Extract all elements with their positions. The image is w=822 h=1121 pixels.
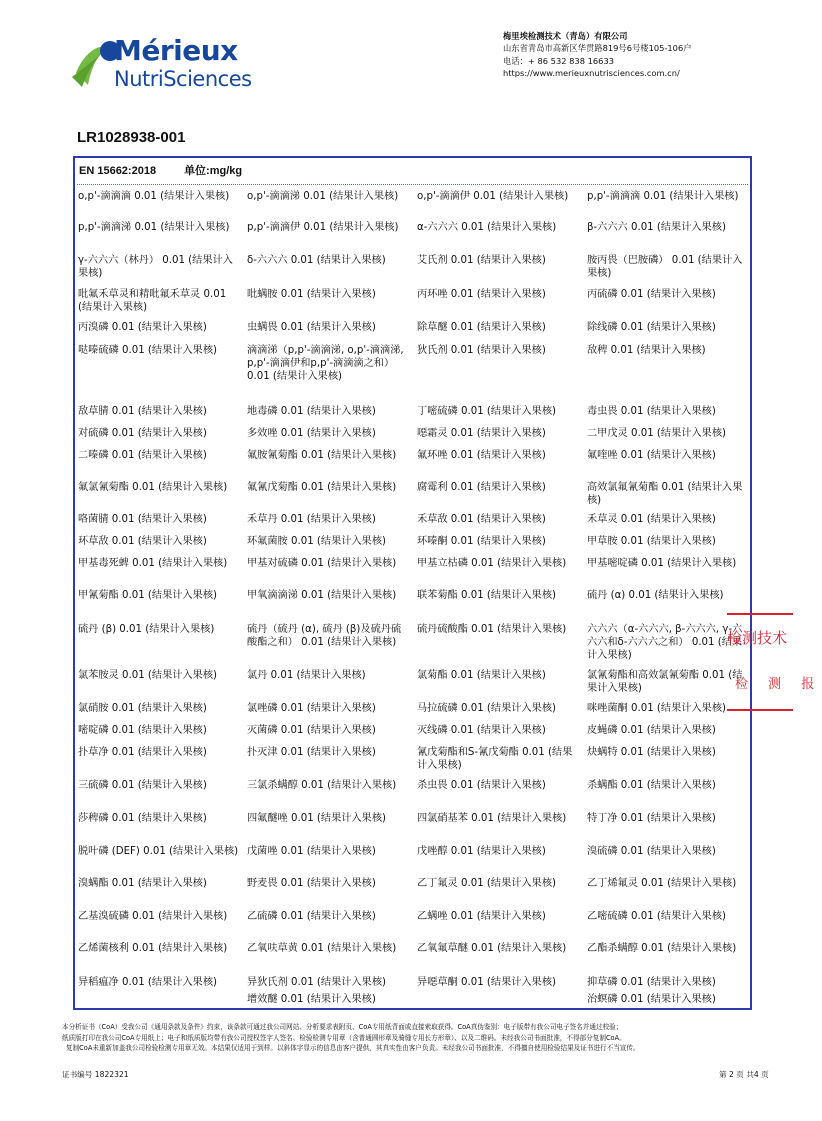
result-cell: 咪唑菌酮 0.01 (结果计入果核) [587,703,726,714]
result-cell: 增效醚 0.01 (结果计入果核) [247,994,376,1005]
result-cell: o,p'-滴滴滴 0.01 (结果计入果核) [78,191,230,202]
result-cell: 异噁草酮 0.01 (结果计入果核) [417,977,556,988]
result-cell: 灭菌磷 0.01 (结果计入果核) [247,725,376,736]
result-cell: 敌草腈 0.01 (结果计入果核) [78,406,207,417]
result-cell: 戊唑醇 0.01 (结果计入果核) [417,846,546,857]
result-cell: 扑草净 0.01 (结果计入果核) [78,747,207,758]
result-cell: α-六六六 0.01 (结果计入果核) [417,222,557,233]
result-cell: 联苯菊酯 0.01 (结果计入果核) [417,590,556,601]
certificate-number: 证书编号 1822321 [62,1070,129,1079]
result-cell: 滴滴涕（p,p'-滴滴涕, o,p'-滴滴涕, p,p'-滴滴伊和p,p'-滴滴滴之和） 0.01 (结果计入果核) [247,345,404,382]
result-cell: 二甲戊灵 0.01 (结果计入果核) [587,428,726,439]
unit-label: 单位:mg/kg [184,165,243,177]
report-id: LR1028938-001 [77,129,186,146]
result-cell: 嘧啶磷 0.01 (结果计入果核) [78,725,207,736]
result-cell: 氯丹 0.01 (结果计入果核) [247,670,366,681]
result-cell: 氯氰菊酯和高效氯氰菊酯 0.01 (结果计入果核) [587,670,743,694]
result-cell: 六六六（α-六六六, β-六六六, γ-六六六和δ-六六六之和） 0.01 (结果计入果核) [587,624,743,661]
result-cell: 除草醚 0.01 (结果计入果核) [417,322,546,333]
result-cell: 丙溴磷 0.01 (结果计入果核) [78,322,207,333]
result-cell: 环草敌 0.01 (结果计入果核) [78,536,207,547]
result-cell: 灭线磷 0.01 (结果计入果核) [417,725,546,736]
result-cell: 特丁净 0.01 (结果计入果核) [587,813,716,824]
footer-disclaimer [62,1022,762,1054]
method-standard: EN 15662:2018 [79,165,157,177]
result-cell: p,p'-滴滴伊 0.01 (结果计入果核) [247,222,399,233]
result-cell: 皮蝇磷 0.01 (结果计入果核) [587,725,716,736]
result-cell: 乙酯杀螨醇 0.01 (结果计入果核) [587,943,737,954]
result-cell: p,p'-滴滴涕 0.01 (结果计入果核) [78,222,230,233]
result-cell: 吡螨胺 0.01 (结果计入果核) [247,289,376,300]
result-cell: 除线磷 0.01 (结果计入果核) [587,322,716,333]
result-cell: 乙丁烯氟灵 0.01 (结果计入果核) [587,878,737,889]
result-cell: 乙硫磷 0.01 (结果计入果核) [247,911,376,922]
result-cell: 氟氯氰菊酯 0.01 (结果计入果核) [78,482,228,493]
result-cell: 氰戊菊酯和S-氰戊菊酯 0.01 (结果计入果核) [417,747,573,771]
result-cell: 氯菊酯 0.01 (结果计入果核) [417,670,546,681]
result-cell: 溴螨酯 0.01 (结果计入果核) [78,878,207,889]
logo-wordmark-line2: NutriSciences [114,67,252,91]
result-cell: 氟环唑 0.01 (结果计入果核) [417,450,546,461]
result-cell: β-六六六 0.01 (结果计入果核) [587,222,726,233]
result-cell: 扑灭津 0.01 (结果计入果核) [247,747,376,758]
result-cell: 甲基嘧啶磷 0.01 (结果计入果核) [587,558,737,569]
result-cell: 甲基毒死蜱 0.01 (结果计入果核) [78,558,228,569]
result-cell: 氟胺氰菊酯 0.01 (结果计入果核) [247,450,397,461]
result-cell: 溴硫磷 0.01 (结果计入果核) [587,846,716,857]
result-cell: 禾草灵 0.01 (结果计入果核) [587,514,716,525]
result-cell: 地毒磷 0.01 (结果计入果核) [247,406,376,417]
result-cell: 治螟磷 0.01 (结果计入果核) [587,994,716,1005]
result-cell: 脱叶磷 (DEF) 0.01 (结果计入果核) [78,846,239,857]
result-cell: o,p'-滴滴伊 0.01 (结果计入果核) [417,191,569,202]
result-cell: δ-六六六 0.01 (结果计入果核) [247,255,386,266]
result-cell: 丙环唑 0.01 (结果计入果核) [417,289,546,300]
result-cell: 胺丙畏（巴胺磷） 0.01 (结果计入果核) [587,255,743,279]
method-header [79,162,242,178]
result-cell: 杀螨酯 0.01 (结果计入果核) [587,780,716,791]
result-cell: 虫螨畏 0.01 (结果计入果核) [247,322,376,333]
result-cell: 吡氟禾草灵和精吡氟禾草灵 0.01 (结果计入果核) [78,289,227,313]
result-cell: 甲基立枯磷 0.01 (结果计入果核) [417,558,567,569]
result-cell: 艾氏剂 0.01 (结果计入果核) [417,255,546,266]
result-cell: 异稻瘟净 0.01 (结果计入果核) [78,977,217,988]
result-cell: p,p'-滴滴滴 0.01 (结果计入果核) [587,191,739,202]
result-cell: 乙嘧硫磷 0.01 (结果计入果核) [587,911,726,922]
result-cell: 丙硫磷 0.01 (结果计入果核) [587,289,716,300]
result-cell: 氟氰戊菊酯 0.01 (结果计入果核) [247,482,397,493]
result-cell: 野麦畏 0.01 (结果计入果核) [247,878,376,889]
result-cell: 环嗪酮 0.01 (结果计入果核) [417,536,546,547]
company-info [503,30,788,79]
page-number: 第 2 页 共4 页 [719,1070,769,1079]
result-cell: 二嗪磷 0.01 (结果计入果核) [78,450,207,461]
result-cell: 乙氧氟草醚 0.01 (结果计入果核) [417,943,567,954]
result-cell: 硫丹（硫丹 (α), 硫丹 (β)及硫丹硫酸酯之和） 0.01 (结果计入果核) [247,624,402,648]
stamp-text-lower: 检 测 报 [735,677,822,692]
result-cell: 抑草磷 0.01 (结果计入果核) [587,977,716,988]
stamp-text-upper: 检测技术 [727,629,788,647]
result-cell: 乙烯菌核利 0.01 (结果计入果核) [78,943,228,954]
result-cell: 狄氏剂 0.01 (结果计入果核) [417,345,546,356]
result-cell: 戊菌唑 0.01 (结果计入果核) [247,846,376,857]
dotted-divider [77,184,748,185]
result-cell: 炔螨特 0.01 (结果计入果核) [587,747,716,758]
result-cell: 四氯硝基苯 0.01 (结果计入果核) [417,813,567,824]
result-cell: 咯菌腈 0.01 (结果计入果核) [78,514,207,525]
results-table [73,156,752,1010]
seal-stamp [727,613,822,711]
footer-line: 本分析证书（CoA）受我公司《通用条款及条件》约束，该条款可通过我公司网站、分析要求表附页、CoA专用纸背面或直接索取获得。CoA真伪鉴别：电子版带有我公司电子签名并通过校验； [62,1023,623,1031]
result-cell: 多效唑 0.01 (结果计入果核) [247,428,376,439]
result-cell: 毒虫畏 0.01 (结果计入果核) [587,406,716,417]
result-cell: 高效氯氟氰菊酯 0.01 (结果计入果核) [587,482,743,506]
footer-line: 复制CoA未重新加盖我公司检验检测专用章无效。本结果仅适用于到样。以斜体字显示的信息由客户提供，其真实性由客户负责。未经我公司书面批准，不得擅自使用检验结果及证书进行不当宣传。 [66,1044,640,1053]
result-cell: 乙氧呋草黄 0.01 (结果计入果核) [247,943,397,954]
result-cell: 哒嗪硫磷 0.01 (结果计入果核) [78,345,217,356]
result-cell: 氟喹唑 0.01 (结果计入果核) [587,450,716,461]
result-cell: 氯硝胺 0.01 (结果计入果核) [78,703,207,714]
result-cell: 四氟醚唑 0.01 (结果计入果核) [247,813,386,824]
result-cell: 氯苯胺灵 0.01 (结果计入果核) [78,670,217,681]
result-cell: 丁嘧硫磷 0.01 (结果计入果核) [417,406,556,417]
result-cell: γ-六六六（林丹） 0.01 (结果计入果核) [78,255,233,279]
result-cell: 乙螨唑 0.01 (结果计入果核) [417,911,546,922]
result-cell: 噁霜灵 0.01 (结果计入果核) [417,428,546,439]
result-cell: 甲草胺 0.01 (结果计入果核) [587,536,716,547]
result-cell: 异狄氏剂 0.01 (结果计入果核) [247,977,386,988]
result-cell: 硫丹硫酸酯 0.01 (结果计入果核) [417,624,567,635]
result-cell: 环氟菌胺 0.01 (结果计入果核) [247,536,386,547]
footer-line: 纸质版打印在我公司CoA专用纸上；电子和纸质版均带有我公司授权签字人签名、检验检测专用章（含普通圆形章及骑缝专用长方形章）、以及二维码。未经我公司书面批准，不得部分复制CoA。 [62,1033,626,1042]
result-cell: 氯唑磷 0.01 (结果计入果核) [247,703,376,714]
result-cell: 禾草丹 0.01 (结果计入果核) [247,514,376,525]
result-cell: 硫丹 (β) 0.01 (结果计入果核) [78,624,215,635]
result-cell: 腐霉利 0.01 (结果计入果核) [417,482,546,493]
company-phone: 电话：+ 86 532 838 16633 [503,55,615,66]
result-cell: 硫丹 (α) 0.01 (结果计入果核) [587,590,724,601]
result-cell: 三硫磷 0.01 (结果计入果核) [78,780,207,791]
result-cell: 乙基溴硫磷 0.01 (结果计入果核) [78,911,228,922]
result-cell: 马拉硫磷 0.01 (结果计入果核) [417,703,556,714]
result-cell: 杀虫畏 0.01 (结果计入果核) [417,780,546,791]
company-logo [70,33,270,95]
result-cell: 三氯杀螨醇 0.01 (结果计入果核) [247,780,397,791]
company-address: 山东省青岛市高新区华贯路819号6号楼105-106户 [503,43,692,54]
result-cell: 对硫磷 0.01 (结果计入果核) [78,428,207,439]
company-name: 梅里埃检测技术（青岛）有限公司 [503,31,628,41]
result-cell: 甲基对硫磷 0.01 (结果计入果核) [247,558,397,569]
result-cell: 甲氧滴滴涕 0.01 (结果计入果核) [247,590,397,601]
result-cell: 甲氰菊酯 0.01 (结果计入果核) [78,590,217,601]
result-cell: 乙丁氟灵 0.01 (结果计入果核) [417,878,556,889]
result-cell: 敌稗 0.01 (结果计入果核) [587,345,706,356]
result-cell: 禾草敌 0.01 (结果计入果核) [417,514,546,525]
company-url[interactable]: https://www.merieuxnutrisciences.com.cn/ [503,67,680,78]
result-cell: 莎稗磷 0.01 (结果计入果核) [78,813,207,824]
result-cell: o,p'-滴滴涕 0.01 (结果计入果核) [247,191,399,202]
logo-wordmark-line1: Mérieux [114,34,238,67]
